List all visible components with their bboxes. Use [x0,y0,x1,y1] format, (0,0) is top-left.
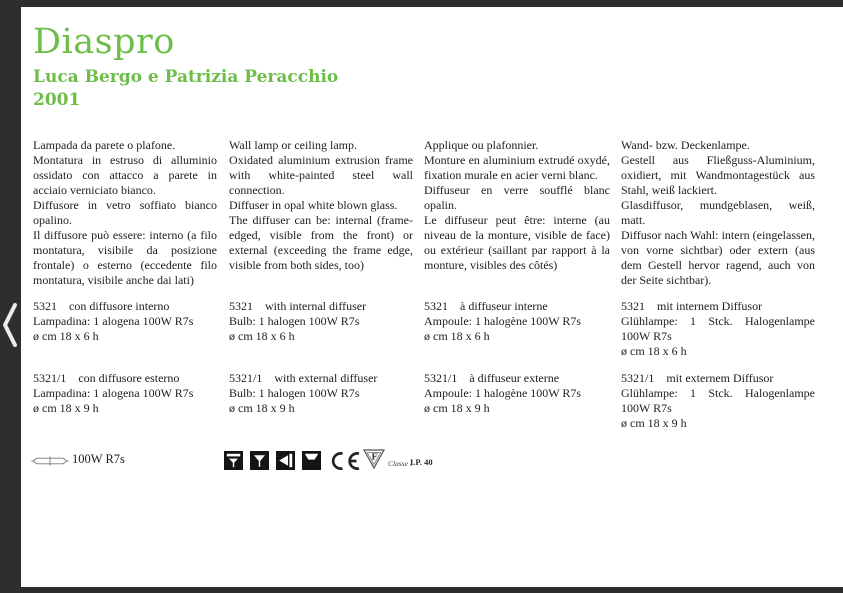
description-paragraph: Oxidated aluminium extrusion frame with white-painted steel wall connection. [229,153,413,197]
wall-sidelight-icon [276,451,295,470]
lamp-spec: Lampadina: 1 alogena 100W R7s [33,314,194,328]
model-code: 5321/1 [621,371,655,385]
model-code: 5321 [33,299,57,313]
lamp-spec: Glühlampe: 1 Stck. Halogenlampe 100W R7s [621,386,815,415]
description-paragraph: Le diffuseur peut être: interne (au niveau de la monture, visible de face) ou extérieur (saillant par rapport à la monture, visibles des côtés) [424,213,610,272]
spec-variant-label: à diffuseur externe [469,371,560,385]
description-paragraph: Diffuser in opal white blown glass. [229,198,398,212]
product-spec-5321 [229,299,413,344]
description-paragraph: Gestell aus Fließguss-Aluminium, oxidiert, mit Wandmontagestück aus Stahl, weiß lackiert. [621,153,815,197]
description-column-german [621,138,815,288]
description-column-french [424,138,610,273]
ip-rating-label: I.P. 40 [410,457,433,467]
product-spec-5321-1 [33,371,217,416]
lamp-spec: Lampadina: 1 alogena 100W R7s [33,386,194,400]
description-paragraph: Wall lamp or ceiling lamp. [229,138,357,152]
description-paragraph: Diffusore in vetro soffiato bianco opalino. [33,198,217,227]
size-spec: ø cm 18 x 6 h [424,329,490,343]
spec-variant-label: mit internem Diffusor [657,299,763,313]
previous-page-chevron-icon[interactable] [2,302,19,348]
spec-heading [424,371,610,386]
size-spec: ø cm 18 x 9 h [229,401,295,415]
description-paragraph: Diffuseur en verre soufflé blanc opalin. [424,183,610,212]
bottom-border [0,587,843,593]
model-code: 5321 [621,299,645,313]
spec-heading [33,371,217,386]
left-border [0,0,21,593]
model-code: 5321 [229,299,253,313]
size-spec: ø cm 18 x 9 h [33,401,99,415]
size-spec: ø cm 18 x 9 h [424,401,490,415]
spec-variant-label: with internal diffuser [265,299,367,313]
description-paragraph: Applique ou plafonnier. [424,138,539,152]
size-spec: ø cm 18 x 6 h [33,329,99,343]
spec-variant-label: con diffusore esterno [78,371,180,385]
model-code: 5321 [424,299,448,313]
flammable-surface-f-triangle-icon [362,448,386,470]
spec-variant-label: con diffusore interno [69,299,170,313]
spec-heading [33,299,217,314]
spec-heading [621,371,815,386]
model-code: 5321/1 [424,371,458,385]
design-year: 2001 [33,90,81,110]
linear-halogen-bulb-icon [30,455,70,467]
description-paragraph: Il diffusore può essere: interno (a filo montatura, visibile da posizione frontale) o esterno (eccedente filo montatura, visibile anche dai lati) [33,228,217,287]
description-paragraph: Montatura in estruso di alluminio ossidato con attacco a parete in acciaio verniciato bianco. [33,153,217,197]
lamp-spec: Ampoule: 1 halogène 100W R7s [424,314,582,328]
top-border [0,0,843,7]
description-paragraph: Glasdiffusor, mundgeblasen, weiß, matt. [621,198,815,227]
description-column-english [229,138,413,273]
lamp-spec: Bulb: 1 halogen 100W R7s [229,314,360,328]
ceiling-flush-mount-icon [302,451,321,470]
product-spec-5321-1 [424,371,610,416]
page-title: Diaspro [33,22,175,62]
ceiling-bar-downlight-icon [224,451,243,470]
description-column-italian [33,138,217,288]
bulb-wattage-label: 100W R7s [72,452,125,466]
product-spec-5321 [621,299,815,359]
lamp-spec: Bulb: 1 halogen 100W R7s [229,386,360,400]
product-spec-5321-1 [621,371,815,431]
lamp-spec: Glühlampe: 1 Stck. Halogenlampe 100W R7s [621,314,815,343]
spec-heading [424,299,610,314]
spec-variant-label: à diffuseur interne [460,299,548,313]
description-paragraph: Wand- bzw. Deckenlampe. [621,138,750,152]
lamp-spec: Ampoule: 1 halogène 100W R7s [424,386,582,400]
designers-name: Luca Bergo e Patrizia Peracchio [33,67,339,87]
description-paragraph: The diffuser can be: internal (frame-edged, visible from the front) or external (exceeding the frame edge, visible from both sides, too) [229,213,413,272]
spec-heading [229,299,413,314]
size-spec: ø cm 18 x 6 h [621,344,687,358]
product-spec-5321-1 [229,371,413,416]
product-spec-5321 [33,299,217,344]
model-code: 5321/1 [33,371,67,385]
size-spec: ø cm 18 x 9 h [621,416,687,430]
ce-mark-icon [328,451,362,471]
downlight-funnel-icon [250,451,269,470]
spec-heading [621,299,815,314]
size-spec: ø cm 18 x 6 h [229,329,295,343]
svg-text:F: F [371,452,378,463]
description-paragraph: Lampada da parete o plafone. [33,138,176,152]
spec-variant-label: with external diffuser [274,371,378,385]
model-code: 5321/1 [229,371,263,385]
product-spec-5321 [424,299,610,344]
spec-heading [229,371,413,386]
spec-variant-label: mit externem Diffusor [666,371,774,385]
description-paragraph: Monture en aluminium extrudé oxydé, fixation murale en acier verni blanc. [424,153,610,182]
description-paragraph: Diffusor nach Wahl: intern (eingelassen, von vorne sichtbar) oder extern (aus dem Gestell hervor ragend, auch von der Seite sichtbar). [621,228,815,287]
insulation-class-label: Classe I [388,459,413,468]
